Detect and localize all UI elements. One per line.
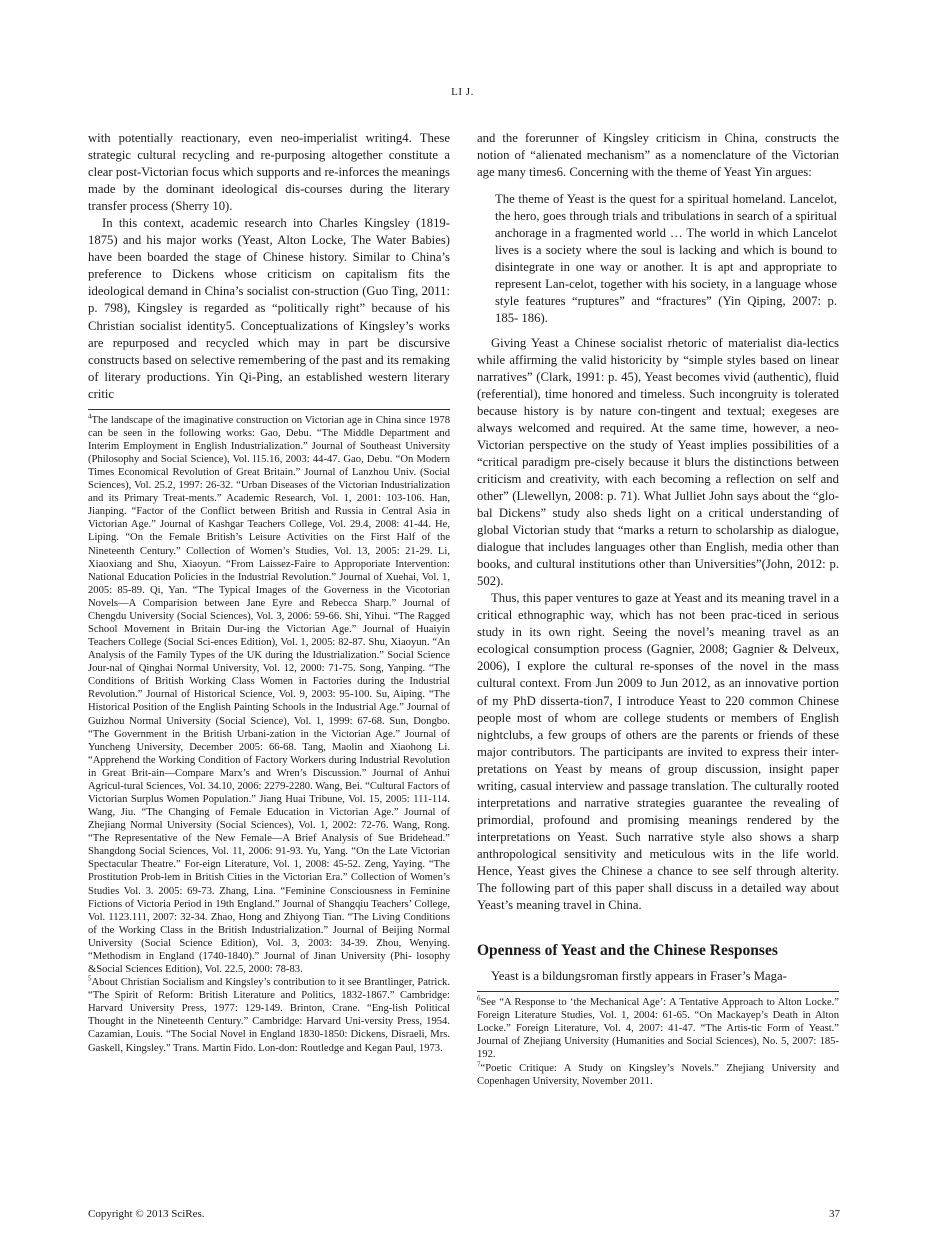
- right-paragraph-1: and the forerunner of Kingsley criticism in China, constructs the notion of “alienated mechanism” as a nomenclature of the Victorian age many times6. Concerning with the theme of Yeast Yin argues:: [477, 131, 839, 180]
- footnote-7: [477, 1062, 839, 1088]
- footnote-5-text: About Christian Socialism and Kingsley’s contribution to it see Brantlinger, Patrick. “The Spirit of Reform: British Literature and Politics, 1832-1867.” Cambridge: Harvard University Press, 1977: 129-149. Brinton, Crane. “Eng-lish Political Thought in the Nineteenth Century.” Cambridge: Harvard Uni-versity Press, 1954. Cazamian, Louis. “The Social Novel in England 1830-1850: Dickens, Disraeli, Mrs. Gaskell, Kingsley.” Trans. Martin Fido. Lon-don: Routledge and Kegan Paul, 1973.: [88, 977, 450, 1054]
- running-head: LI J.: [451, 86, 474, 98]
- right-paragraph-2: Giving Yeast a Chinese socialist rhetoric of materialist dia-lectics while affirming the valid historicity by “simple styles based on linear narratives” (Clark, 1991: p. 45), Yeast becomes vivid (authentic), fluid (referential), time honored and timeless. Such incongruity is tolerated because history is by nature con-tingent and textual; exegeses are always welcomed and required. At the same time, however, a neo-Victorian perspective on the study of Yeast implies possibilities of a “critical paradigm pre-cisely because it blurs the distinctions between criticism and creativity, with each becoming a reflection on self and other” (Llewellyn, 2008: p. 71). What Julliet John says about the “glo-bal Dickens” study also sheds light on a critical understanding of global Victorian study that “marks a return to scholarship as dialogue, dialogue that includes languages other than English, media other than books, and cultural institutions other than Universities”(John, 2012: p. 502).: [477, 335, 839, 589]
- right-column: [477, 130, 839, 1088]
- footnote-4: [88, 414, 450, 976]
- footnote-7-text: “Poetic Critique: A Study on Kingsley’s Novels.” Zhejiang University and Copenhagen University, November 2011.: [477, 1062, 839, 1087]
- left-paragraph-2: In this context, academic research into Charles Kingsley (1819-1875) and his major works (Yeast, Alton Locke, The Water Babies) have been boarded the stage of Chinese history. Similar to China’s preference to Dickens whose criticism on capitalism fits the ideological demand in China’s socialist con-struction (Guo Ting, 2011: p. 798), Kingsley is regarded as “politically right” because of his Christian socialist identity5. Conceptualizations of Kingsley’s works are repurposed and recycled which may in part be discursive constructs based on selective remembering of the past and its remaking of literary productions. Yin Qi-Ping, an established western literary critic: [88, 216, 450, 401]
- footnote-4-text: The landscape of the imaginative construction on Victorian age in China since 1978 can be seen in the following works: Gao, Debu. “The Middle Department and Interim Employment in English Industrialization.” Journal of Southeast University (Philosophy and Social Science), Vol. l15.16, 2003: 44-47. Gao, Debu. “On Modern Times Economical Revolution of Great Britain.” Journal of Lanzhou Univ. (Social Sciences), Vol. 25.2, 1997: 26-32. “Urban Diseases of the Victorian Industrialization and its Primary Treat-ments.” Academic Research, Vol. 1, 2001: 103-106. Han, Jianping. “Factor of the Conflict between British and Russia in Central Asia in Victorian Age.” Journal of Kashgar Teachers College, Vol. 29.4, 2008: 41-44. He, Liping. “On the Female British’s Leisure Activities on the First Half of the Nineteenth Century.” Collection of Women’s Studies, Vol. 13, 2005: 21-29. Li, Xiaoxiang and Shu, Xiaoyun. “From Laissez-Faire to Approporiate Intervention: National Education Policies in the Industrial Revolution.” Journal of Xuehai, Vol. 1, 2005: 85-89. Qi, Yan. “The Typical Images of the Governess in the Vicotorian Novels—A Comparision between Jane Eyre and Rebecca Sharp.” Journal of Chengdu University (Social Sciences), Vol. 3, 2006: 59-66. Shi, Yihui. “The Ragged School Movement in Britain Dur-ing the Victorian Age.” Journal of Huaiyin Teachers College (Social Sci-ences Edition), Vol. 1, 2005: 82-87. Shu, Xiaoyun. “An Analysis of the Family Types of the UK during the Idustrialization.” Social Science Jour-nal of Qinghai Normal University, Vol. 12, 2000: 71-75. Song, Yanping. “The Conditions of British Working Class Women in Factories during the Industrial Revolution.” Journal of Historical Science, Vol. 9, 2003: 95-100. Su, Aiping. “The Historical Position of the English Painting Schools in the Industrial Age.” Journal of Guizhou Normal University (Social Science), Vol. 1, 1999: 67-68. Sun, Dongbo. “The Government in the British Urbani-zation in the Victorian Age.” Journal of Yuncheng University, December 2005: 66-68. Tang, Maolin and Xiaohong Li. “Apprehend the Working Condition of Factory Workers during Industrial Revolution in Great Brit-ain—Compare Marx’s and Wren’s Discussion.” Journal of Anhui Agricul-tural Sciences, Vol. 34.10, 2006: 2279-2280. Wang, Bei. “Cultural Factors of Victorian Surplus Women Population.” Jiang Huai Tribune, Vol. 15, 2005: 111-114. Wang, Jiu. “The Changing of Female Education in Victorian Age.” Journal of Zhejiang Normal University (Social Sciences), Vol. 1, 2002: 72-76. Wang, Rong. “The Representative of the New Female—A Brief Analysis of Sue Bridehead.” Shangdong Social Sciences, Vol. 11, 2006: 91-93. Yu, Yang. “On the Late Victorian Spectacular Theatre.” For-eign Literature, Vol. 1, 2008: 45-52. Zeng, Yaying. “The Prostitution Prob-lem in British Cities in the Victorian Era.” Collection of Women’s Studies Vol. 3. 2005: 69-73. Zhang, Lina. “Feminine Consciousness in Feminine Fictions of Victoria Period in 19th England.” Journal of Shangqiu Teachers’ College, Vol. 1123.111, 2007: 32-34. Zhao, Hong and Zhiyong Tian. “The Living Conditions of the Working Class in the British Industrialization.” Journal of Beijing Normal University (Social Science Edition), Vol. 3, 2003: 34-39. Zhou, Wenying. “Methodism in England (1740-1840).” Journal of Jinan University (Phi- losophy &Social Sciences Edition), Vol. 22.5, 2000: 78-83.: [88, 414, 450, 976]
- footnote-5: [88, 976, 450, 1054]
- block-quote: The theme of Yeast is the quest for a spiritual homeland. Lancelot, the hero, goes through trials and tribulations in search of a spiritual anchorage in a fragmented world … The world in which Lancelot lives is a society where the soul is lacking and which is bound to disintegrate in one way or another. It is apt and appropriate to represent Lan-celot, together with his society, in a language whose style features “ruptures” and “fractures” (Yin Qiping, 2007: p. 185- 186).: [495, 192, 837, 326]
- footnote-6-label: 6: [477, 994, 481, 1003]
- right-paragraph-4: Yeast is a bildungsroman firstly appears in Fraser’s Maga-: [491, 969, 787, 984]
- footnote-4-label: 4: [88, 412, 92, 421]
- footnote-divider: [88, 409, 450, 410]
- left-paragraph-1: with potentially reactionary, even neo-imperialist writing4. These strategic cultural recycling and re-purposing altogether constitute a clear post-Victorian focus which supports and re-inforces the meanings made by the dominant ideological dis-courses during the literary transfer process (Sherry 10).: [88, 131, 450, 214]
- footnote-divider-right: [477, 991, 839, 992]
- page-number: 37: [829, 1208, 840, 1220]
- footnote-7-label: 7: [477, 1060, 481, 1069]
- copyright: Copyright © 2013 SciRes.: [88, 1208, 205, 1220]
- footnote-6: [477, 996, 839, 1061]
- section-heading: Openness of Yeast and the Chinese Responses: [477, 942, 778, 960]
- right-paragraph-3: Thus, this paper ventures to gaze at Yeast and its meaning travel in a critical ethnographic way, which has not been prac-ticed in serious study in its own right. Seeing the novel’s meaning travel as an ecological consumption process (Gagnier, 2008; Gagnier & Delveux, 2006), I explore the cultural re-sponses of the novel in the mass cultural context. From Jun 2009 to Jun 2012, as an innovative portion of my PhD disserta-tion7, I introduce Yeast to 220 common Chinese people most of whom are college students or members of English nightclubs, a few groups of others are the parents or friends of these major contributors. The participants are invited to express their inter-pretations on Yeast by means of group discussion, insight paper writing, casual interview and passage translation. The culturally rooted interpretations and narrative strategies guarantee the revealing of primordial, profound and promising meanings rendered by the interpretations on Yeast. Such narrative style also shows a sharp anthropological sensitivity and meticulous wits in the life world. Hence, Yeast gives the Chinese a chance to see self through alterity. The following part of this paper shall discuss in a detailed way about Yeast’s meaning travel in China.: [477, 591, 839, 913]
- footnote-5-label: 5: [88, 974, 92, 983]
- left-column: [88, 130, 450, 1055]
- footnote-6-text: See “A Response to ‘the Mechanical Age’: A Tentative Approach to Alton Locke.” Foreign Literature Studies, Vol. 1, 2004: 61-65. “On Mackayep’s Death in Alton Locke.” Foreign Literature, Vol. 4, 2007: 41-47. “The Artis-tic Form of Yeast.” Journal of Zhejiang University (Humanities and Social Sciences), No. 5, 2007: 185-192.: [477, 997, 839, 1061]
